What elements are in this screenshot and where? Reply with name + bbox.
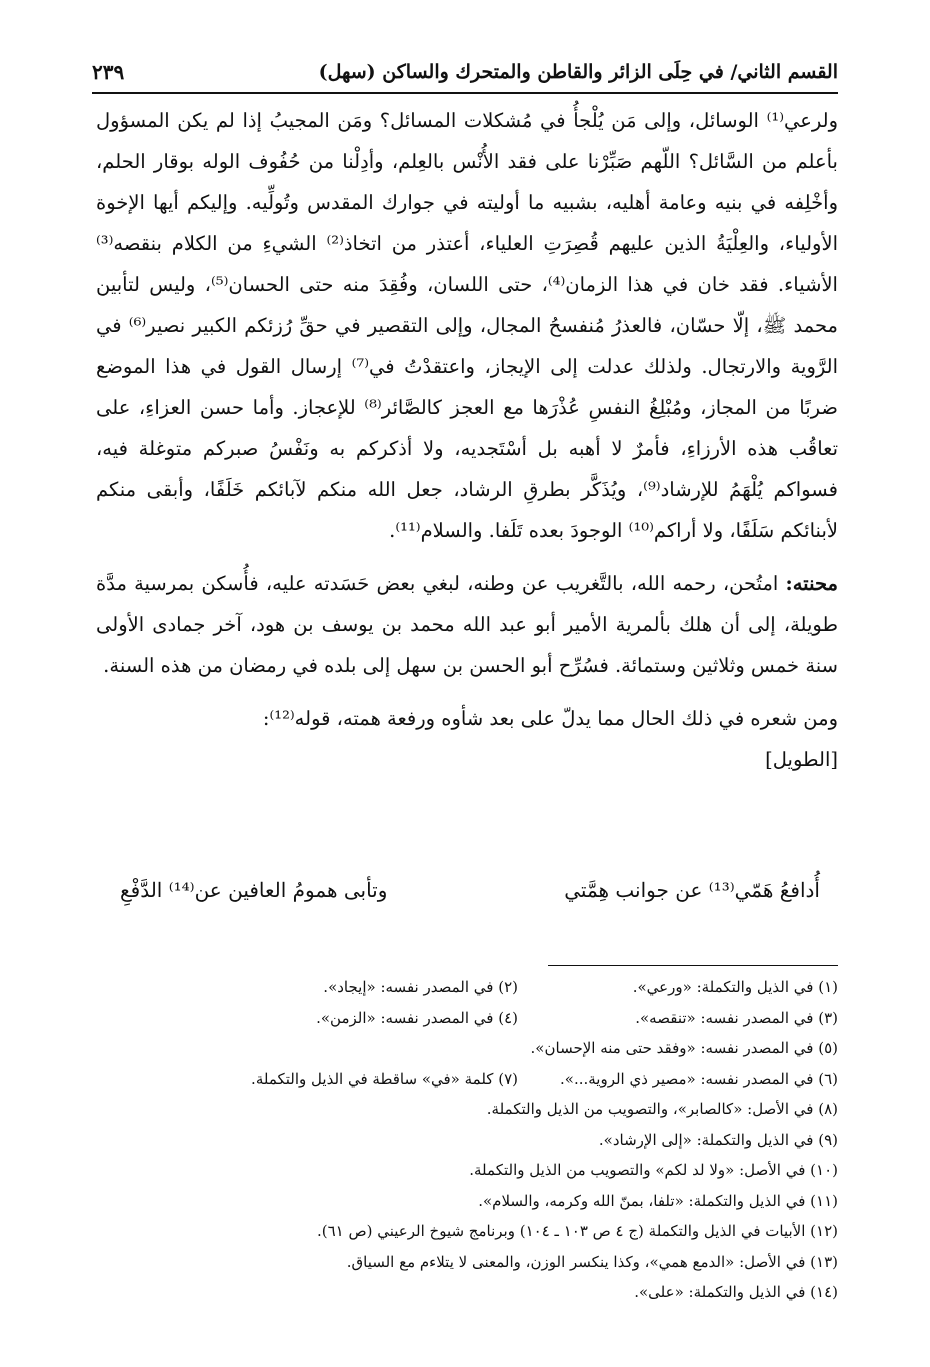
footnote-row bbox=[96, 972, 838, 1003]
section-lead: محنته: bbox=[785, 572, 838, 595]
footnote-11: (١١) في الذيل والتكملة: «تلفا، بمنّ الله وكرمه، والسلام». bbox=[478, 1191, 838, 1210]
page-number: ٢٣٩ bbox=[92, 60, 125, 84]
footnote-13: (١٣) في الأصل: «الدمع همي»، وكذا ينكسر الوزن، والمعنى لا يتلاءم مع السياق. bbox=[346, 1252, 838, 1271]
header-title: القسم الثاني/ في حِلَى الزائر والقاطن والمتحرك والساكن (سهل) bbox=[318, 61, 838, 83]
footnote-10: (١٠) في الأصل: «ولا لد لكم» والتصويب من الذيل والتكملة. bbox=[469, 1161, 838, 1179]
footnote-9: (٩) في الذيل والتكملة: «إلى الإرشاد». bbox=[598, 1130, 838, 1149]
footnote-7: (٧) كلمة «في» ساقطة في الذيل والتكملة. bbox=[251, 1069, 518, 1088]
footnote-2: (٢) في المصدر نفسه: «إيجاد». bbox=[323, 978, 518, 996]
verse-first-hemistich: أُدافعُ هَمّي⁽¹³⁾ عن جوانب هِمَّتي bbox=[564, 878, 820, 902]
footnote-row bbox=[96, 1003, 838, 1034]
footnote-4: (٤) في المصدر نفسه: «الزمن». bbox=[316, 1008, 518, 1027]
main-text bbox=[96, 100, 838, 780]
paragraph-eulogy: ولرعي⁽¹⁾ الوسائل، وإلى مَن يُلْجأُ في مُشكلات المسائل؟ ومَن المجيبُ إذا لم يكن المسؤول بأعلم من السَّائل؟ اللّهم صَبِّرْنا على فقد الأُنْس بالعِلم، وأدِلْنا من حُفُوف الوله بوقار الحلم، وأخْلِفه في بنيه وعامة أهليه، بشبيه ما أوليته في جوارك المقدس وتُولِّيه. وإليكم أيها الإخوة الأولياء، والعِلْيَةُ الذين عليهم قُصِرَتِ العلياء، أعتذر من اتخاذ⁽²⁾ الشيءِ من الكلام بنقصه⁽³⁾ الأشياء. فقد خان في هذا الزمان⁽⁴⁾، حتى اللسان، وفُقِدَ منه حتى الحسان⁽⁵⁾، وليس لتأبين محمد ﷺ، إلّا حسّان، فالعذرُ مُنفسحُ المجال، وإلى التقصير في حقِّ رُزئكم الكبير نصير⁽⁶⁾ في الرَّوية والارتجال. ولذلك عدلت إلى الإيجاز، واعتقدْتُ في⁽⁷⁾ إرسال القول في هذا الموضع ضربًا من المجاز، ومُبْلِغُ النفسِ عُذْرَها مع العجز كالصَّائر⁽⁸⁾ للإعجاز. وأما حسن العزاءِ، على تعاقُب هذه الأرزاءِ، فأمرٌ لا أهبه بل أسْتَجديه، ولا أذكركم به ونَفْسُ صبركم متوغلة فيه، فسواكم يُلْهَمُ للإرشاد⁽⁹⁾، ويُذَكَّر بطرقِ الرشاد، جعل الله منكم لآبائكم خَلَفًا، وأبقى منكم لأبنائكم سَلَفًا، ولا أراكم⁽¹⁰⁾ الوجودَ بعده تَلَفا. والسلام⁽¹¹⁾. bbox=[96, 109, 838, 542]
footnote-1: (١) في الذيل والتكملة: «ورعي». bbox=[632, 978, 838, 996]
verse-second-hemistich: وتأبى همومُ العافين عن⁽¹⁴⁾ الدَّفْعِ bbox=[120, 878, 388, 902]
footnotes bbox=[96, 972, 838, 1308]
paragraph-ordeal-text: امتُحن، رحمه الله، بالتَّغريب عن وطنه، لبغي بعض حَسَدته عليه، فأُسكن بمرسية مدَّة طويلة، إلى أن هلك بألمرية الأمير أبو عبد الله محمد بن يوسف بن هود، آخر جمادى الأولى سنة خمس وثلاثين وستمائة. فسُرِّح أبو الحسن بن سهل إلى بلده في رمضان من هذه السنة. bbox=[96, 572, 838, 677]
footnote-6: (٦) في المصدر نفسه: «مصير ذي الروية...». bbox=[560, 1069, 838, 1088]
paragraph-poetry-intro: ومن شعره في ذلك الحال مما يدلّ على بعد شأوه ورفعة همته، قوله⁽¹²⁾: bbox=[262, 707, 838, 730]
meter-label: [الطويل] bbox=[765, 748, 838, 771]
footnote-8: (٨) في الأصل: «كالصابر»، والتصويب من الذيل والتكملة. bbox=[486, 1100, 838, 1118]
footnote-12: (١٢) الأبيات في الذيل والتكملة (ج ٤ ص ١٠٣ ـ ١٠٤) وبرنامج شيوخ الرعيني (ص ٦١). bbox=[316, 1222, 838, 1240]
poem-verse bbox=[120, 868, 820, 912]
footnote-14: (١٤) في الذيل والتكملة: «على». bbox=[634, 1283, 838, 1301]
running-header bbox=[92, 52, 838, 94]
footnote-row bbox=[96, 1064, 838, 1095]
footnote-3: (٣) في المصدر نفسه: «تنقصه». bbox=[635, 1008, 838, 1027]
footnote-divider bbox=[548, 965, 838, 966]
footnote-5: (٥) في المصدر نفسه: «وفقد حتى منه الإحسان». bbox=[530, 1039, 838, 1057]
paragraph-ordeal bbox=[96, 563, 838, 686]
